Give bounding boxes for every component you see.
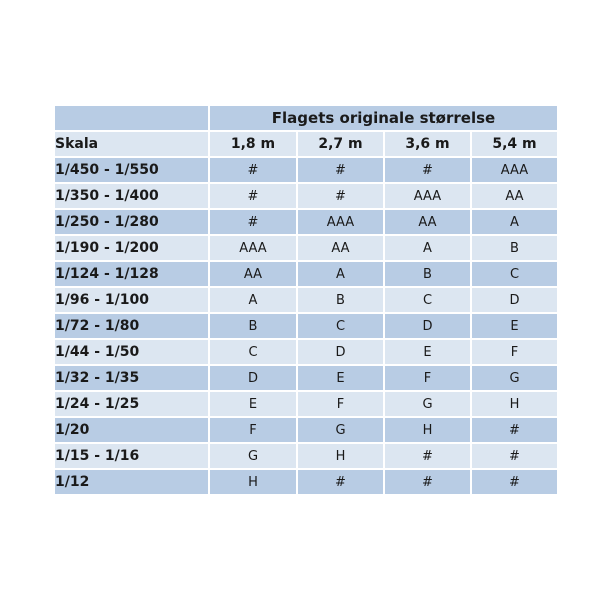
flag-code-cell: C [298, 314, 383, 338]
table-row [55, 262, 557, 286]
size-column-header-2: 2,7 m [298, 132, 383, 156]
scale-range-cell: 1/72 - 1/80 [55, 314, 208, 338]
flag-code-cell: # [385, 444, 470, 468]
table-row [55, 210, 557, 234]
flag-code-cell: # [298, 184, 383, 208]
flag-code-cell: AAA [210, 236, 296, 260]
flag-code-cell: G [385, 392, 470, 416]
flag-code-cell: AA [210, 262, 296, 286]
flag-code-cell: # [298, 470, 383, 494]
scale-range-cell: 1/350 - 1/400 [55, 184, 208, 208]
flag-code-cell: H [472, 392, 557, 416]
scale-range-cell: 1/20 [55, 418, 208, 442]
table-title: Flagets originale størrelse [210, 106, 557, 130]
flag-code-cell: F [472, 340, 557, 364]
flag-code-cell: AAA [298, 210, 383, 234]
flag-code-cell: F [298, 392, 383, 416]
flag-code-cell: D [385, 314, 470, 338]
flag-code-cell: # [472, 418, 557, 442]
flag-code-cell: D [298, 340, 383, 364]
flag-code-cell: F [210, 418, 296, 442]
flag-code-cell: # [210, 210, 296, 234]
flag-size-table [53, 104, 559, 496]
flag-code-cell: E [472, 314, 557, 338]
flag-code-cell: E [210, 392, 296, 416]
table-row [55, 418, 557, 442]
corner-cell [55, 106, 208, 130]
flag-code-cell: B [472, 236, 557, 260]
scale-range-cell: 1/190 - 1/200 [55, 236, 208, 260]
scale-range-cell: 1/250 - 1/280 [55, 210, 208, 234]
scale-range-cell: 1/96 - 1/100 [55, 288, 208, 312]
table-row [55, 340, 557, 364]
scale-range-cell: 1/450 - 1/550 [55, 158, 208, 182]
flag-code-cell: B [385, 262, 470, 286]
flag-code-cell: # [472, 470, 557, 494]
flag-code-cell: AA [472, 184, 557, 208]
flag-code-cell: # [385, 158, 470, 182]
table-row [55, 236, 557, 260]
title-row [55, 106, 557, 130]
size-column-header-1: 1,8 m [210, 132, 296, 156]
table-row [55, 288, 557, 312]
flag-code-cell: A [298, 262, 383, 286]
column-header-row [55, 132, 557, 156]
scale-column-header: Skala [55, 132, 208, 156]
flag-code-cell: E [385, 340, 470, 364]
size-column-header-3: 3,6 m [385, 132, 470, 156]
table-row [55, 314, 557, 338]
flag-code-cell: H [298, 444, 383, 468]
table-row [55, 366, 557, 390]
flag-code-cell: E [298, 366, 383, 390]
table-row [55, 444, 557, 468]
flag-code-cell: D [210, 366, 296, 390]
scale-range-cell: 1/12 [55, 470, 208, 494]
flag-code-cell: # [298, 158, 383, 182]
table-row [55, 392, 557, 416]
flag-code-cell: H [385, 418, 470, 442]
flag-code-cell: # [210, 184, 296, 208]
flag-code-cell: AA [298, 236, 383, 260]
flag-code-cell: AA [385, 210, 470, 234]
table-row [55, 470, 557, 494]
flag-code-cell: A [385, 236, 470, 260]
flag-code-cell: B [298, 288, 383, 312]
flag-code-cell: # [385, 470, 470, 494]
table-row [55, 184, 557, 208]
flag-code-cell: # [472, 444, 557, 468]
flag-code-cell: A [472, 210, 557, 234]
flag-code-cell: AAA [385, 184, 470, 208]
scale-range-cell: 1/32 - 1/35 [55, 366, 208, 390]
flag-code-cell: B [210, 314, 296, 338]
flag-code-cell: G [210, 444, 296, 468]
flag-code-cell: F [385, 366, 470, 390]
flag-code-cell: D [472, 288, 557, 312]
table-row [55, 158, 557, 182]
scale-range-cell: 1/124 - 1/128 [55, 262, 208, 286]
flag-code-cell: G [298, 418, 383, 442]
flag-code-cell: C [472, 262, 557, 286]
scale-range-cell: 1/44 - 1/50 [55, 340, 208, 364]
scale-range-cell: 1/15 - 1/16 [55, 444, 208, 468]
flag-code-cell: AAA [472, 158, 557, 182]
flag-code-cell: C [385, 288, 470, 312]
flag-code-cell: # [210, 158, 296, 182]
flag-code-cell: H [210, 470, 296, 494]
scale-range-cell: 1/24 - 1/25 [55, 392, 208, 416]
size-column-header-4: 5,4 m [472, 132, 557, 156]
flag-code-cell: C [210, 340, 296, 364]
flag-code-cell: A [210, 288, 296, 312]
flag-code-cell: G [472, 366, 557, 390]
